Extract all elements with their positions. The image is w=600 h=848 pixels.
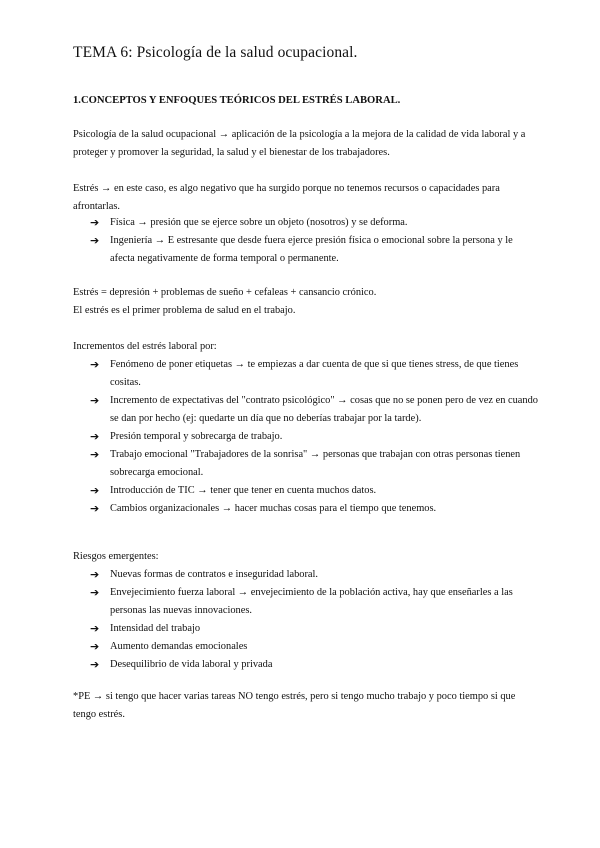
intro-paragraph: Psicología de la salud ocupacional → aplicación de la psicología a la mejora de la calidad de vida laboral y a proteger y promover la seguridad, la salud y el bienestar de los trabajadores. <box>73 129 526 158</box>
list-item <box>90 482 540 500</box>
arrow-right-icon: ➔ <box>90 640 100 653</box>
list-item-text: Desequilibrio de vida laboral y privada <box>110 659 273 670</box>
list-item <box>90 584 540 620</box>
risks-list <box>90 566 540 674</box>
section-heading: 1.CONCEPTOS Y ENFOQUES TEÓRICOS DEL ESTRÉS LABORAL. <box>73 95 401 106</box>
list-item-text: Introducción de TIC → tener que tener en cuenta muchos datos. <box>110 485 377 496</box>
list-item <box>90 392 540 428</box>
statement-line: El estrés es el primer problema de salud en el trabajo. <box>73 305 296 316</box>
arrow-right-icon: ➔ <box>90 502 100 515</box>
list-item-text: Intensidad del trabajo <box>110 623 201 634</box>
list-item <box>90 566 540 584</box>
increments-list <box>90 356 540 518</box>
list-item <box>90 620 540 638</box>
arrow-right-icon: ➔ <box>90 234 100 247</box>
arrow-right-icon: ➔ <box>90 658 100 671</box>
arrow-right-icon: ➔ <box>90 622 100 635</box>
arrow-right-icon: ➔ <box>90 484 100 497</box>
list-item-text: Envejecimiento fuerza laboral → envejecimiento de la población activa, hay que enseñarles a las personas las nuevas innovaciones. <box>110 587 513 616</box>
list-item <box>90 638 540 656</box>
equation-line: Estrés = depresión + problemas de sueño + cefaleas + cansancio crónico. <box>73 287 377 298</box>
arrow-right-icon: ➔ <box>90 430 100 443</box>
list-item-text: Física → presión que se ejerce sobre un objeto (nosotros) y se deforma. <box>110 217 408 228</box>
list-item <box>90 214 540 232</box>
list-item <box>90 356 540 392</box>
risks-heading: Riesgos emergentes: <box>73 551 159 562</box>
arrow-right-icon: ➔ <box>90 394 100 407</box>
list-item-text: Ingeniería → E estresante que desde fuera ejerce presión física o emocional sobre la persona y le afecta negativamente de forma temporal o permanente. <box>110 235 513 264</box>
list-item-text: Trabajo emocional "Trabajadores de la sonrisa" → personas que trabajan con otras personas tienen sobrecarga emocional. <box>110 449 521 478</box>
list-item <box>90 656 540 674</box>
arrow-right-icon: ➔ <box>90 358 100 371</box>
stress-definition: Estrés → en este caso, es algo negativo que ha surgido porque no tenemos recursos o capacidades para afrontarlas. <box>73 183 500 212</box>
list-item <box>90 232 540 268</box>
list-item-text: Nuevas formas de contratos e inseguridad laboral. <box>110 569 319 580</box>
list-item-text: Fenómeno de poner etiquetas → te empiezas a dar cuenta de que si que tienes stress, de que tienes cositas. <box>110 359 519 388</box>
list-item-text: Aumento demandas emocionales <box>110 641 248 652</box>
arrow-right-icon: ➔ <box>90 216 100 229</box>
increments-heading: Incrementos del estrés laboral por: <box>73 341 217 352</box>
list-item <box>90 428 540 446</box>
list-item-text: Cambios organizacionales → hacer muchas cosas para el tiempo que tenemos. <box>110 503 437 514</box>
footnote: *PE → si tengo que hacer varias tareas NO tengo estrés, pero si tengo mucho trabajo y poco tiempo si que tengo estrés. <box>73 691 516 720</box>
stress-types-list <box>90 214 540 268</box>
page-title: TEMA 6: Psicología de la salud ocupacional. <box>73 44 358 61</box>
list-item <box>90 500 540 518</box>
list-item <box>90 446 540 482</box>
list-item-text: Presión temporal y sobrecarga de trabajo. <box>110 431 283 442</box>
arrow-right-icon: ➔ <box>90 448 100 461</box>
arrow-right-icon: ➔ <box>90 586 100 599</box>
list-item-text: Incremento de expectativas del "contrato psicológico" → cosas que no se ponen pero de vez en cuando se dan por hecho (ej: quedarte un día que no deberías trabajar por la tarde). <box>110 395 538 424</box>
arrow-right-icon: ➔ <box>90 568 100 581</box>
